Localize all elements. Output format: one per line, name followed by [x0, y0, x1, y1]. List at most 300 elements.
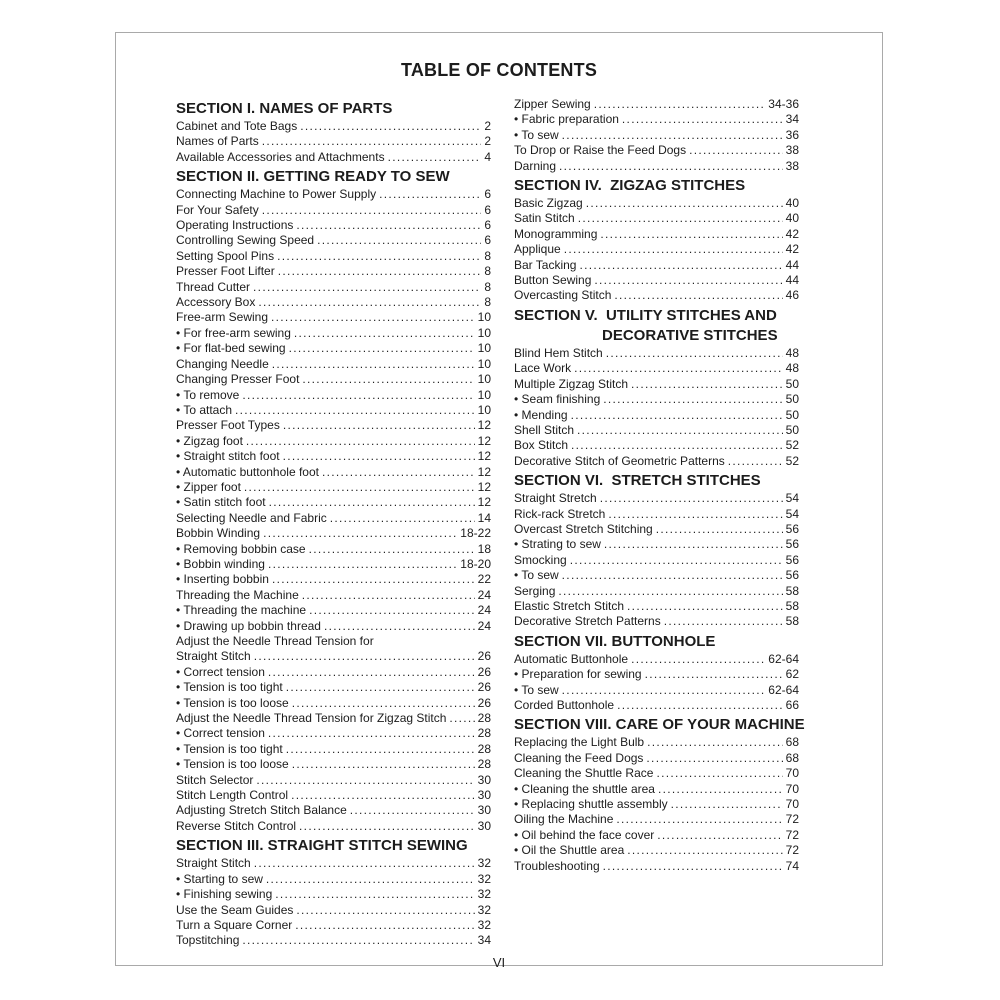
toc-leader-dots — [242, 388, 474, 403]
toc-leader-dots — [571, 408, 783, 423]
toc-leader-dots — [275, 887, 474, 902]
toc-page-number: 42 — [785, 242, 799, 257]
toc-leader-dots — [272, 572, 475, 587]
toc-page-number: 6 — [484, 187, 491, 202]
toc-entry — [514, 584, 799, 599]
toc-entry-label: Controlling Sewing Speed — [176, 233, 315, 248]
toc-page-number: 18 — [477, 541, 491, 556]
toc-leader-dots — [271, 310, 475, 325]
toc-section-heading: SECTION IV. ZIGZAG STITCHES — [514, 177, 746, 195]
toc-entry-label: Straight Stitch — [176, 856, 251, 871]
toc-leader-dots — [646, 751, 782, 766]
toc-entry-label: • To sew — [514, 568, 559, 583]
toc-entry — [176, 757, 491, 772]
toc-page-number: 54 — [785, 491, 799, 506]
toc-page-number: 34 — [785, 112, 799, 127]
toc-page-number: 30 — [477, 772, 491, 787]
toc-page-number: 58 — [785, 598, 799, 613]
toc-page-number: 44 — [785, 273, 799, 288]
toc-entry — [514, 211, 799, 226]
toc-entry — [514, 423, 799, 438]
toc-entry-label: For Your Safety — [176, 202, 259, 217]
toc-entry-label: • Tension is too tight — [176, 680, 283, 695]
toc-entry — [176, 134, 491, 149]
toc-section-heading: SECTION II. GETTING READY TO SEW — [176, 168, 450, 186]
toc-leader-dots — [289, 341, 475, 356]
toc-leader-dots — [262, 134, 482, 149]
toc-page-number: 12 — [477, 495, 491, 510]
toc-page-number: 56 — [785, 568, 799, 583]
toc-entry — [176, 903, 491, 918]
toc-leader-dots — [577, 423, 783, 438]
toc-leader-dots — [657, 828, 782, 843]
toc-entry-label: Stitch Length Control — [176, 788, 289, 803]
toc-entry — [514, 507, 799, 522]
toc-entry-label: Corded Buttonhole — [514, 698, 615, 712]
toc-entry — [176, 119, 491, 134]
footer-page-number: VI — [492, 955, 506, 970]
toc-leader-dots — [322, 465, 475, 480]
toc-leader-dots — [689, 143, 783, 158]
toc-entry-label: • Removing bobbin case — [176, 541, 306, 556]
toc-leader-dots — [263, 526, 457, 541]
toc-page-number: 12 — [477, 479, 491, 494]
toc-entry-label: Zipper Sewing — [514, 97, 591, 111]
toc-entry-label: Satin Stitch — [514, 211, 575, 226]
toc-entry-label: • Oil the Shuttle area — [514, 843, 625, 858]
toc-leader-dots — [586, 196, 783, 211]
toc-entry-label: Box Stitch — [514, 438, 569, 453]
toc-leader-dots — [664, 614, 783, 629]
toc-entry-label: • Preparation for sewing — [514, 667, 642, 682]
toc-entry — [514, 491, 799, 506]
toc-entry — [514, 782, 799, 797]
toc-page-number: 56 — [785, 537, 799, 552]
toc-leader-dots — [292, 696, 475, 711]
toc-entry-label: • Starting to sew — [176, 871, 263, 886]
toc-entry — [176, 872, 491, 887]
toc-page-number: 12 — [477, 418, 491, 433]
toc-entry — [176, 449, 491, 464]
toc-entry-label: Blind Hem Stitch — [514, 345, 603, 360]
toc-entry — [514, 143, 799, 158]
toc-leader-dots — [258, 295, 481, 310]
toc-leader-dots — [254, 649, 475, 664]
toc-entry-label: Connecting Machine to Power Supply — [176, 187, 377, 202]
toc-leader-dots — [302, 372, 474, 387]
toc-entry-label: Free-arm Sewing — [176, 310, 269, 325]
toc-leader-dots — [295, 918, 474, 933]
toc-entry — [176, 726, 491, 741]
toc-entry-label: Available Accessories and Attachments — [176, 149, 385, 164]
toc-entry — [176, 856, 491, 871]
toc-page-number: 10 — [477, 310, 491, 325]
toc-page-number: 72 — [785, 812, 799, 827]
toc-page-number: 48 — [785, 345, 799, 360]
toc-page-number: 62-64 — [768, 682, 799, 697]
toc-entry — [176, 803, 491, 818]
toc-entry — [176, 742, 491, 757]
toc-entry — [176, 588, 491, 603]
toc-page-number: 10 — [477, 387, 491, 402]
toc-leader-dots — [330, 511, 475, 526]
toc-leader-dots — [579, 258, 782, 273]
toc-entry — [514, 828, 799, 843]
toc-entry — [514, 751, 799, 766]
toc-leader-dots — [562, 683, 766, 698]
toc-entry-label: To Drop or Raise the Feed Dogs — [514, 143, 687, 158]
toc-page-number: 62 — [785, 667, 799, 682]
toc-leader-dots — [388, 150, 482, 165]
toc-entry-label: • To sew — [514, 682, 559, 697]
toc-entry-label: Decorative Stitch of Geometric Patterns — [514, 453, 725, 468]
toc-entry — [176, 357, 491, 372]
toc-page-number: 10 — [477, 356, 491, 371]
toc-entry — [514, 698, 799, 713]
manual-page — [115, 32, 883, 970]
toc-section-heading: SECTION I. NAMES OF PARTS — [176, 100, 393, 117]
toc-entry-label: Stitch Selector — [176, 772, 254, 787]
toc-entry-label: Adjust the Needle Thread Tension for Zigzag Stitch — [176, 711, 447, 726]
toc-entry-label: • Correct tension — [176, 664, 265, 679]
toc-page-number: 66 — [785, 698, 799, 712]
toc-entry-label: Thread Cutter — [176, 279, 251, 294]
toc-entry-label: Multiple Zigzag Stitch — [514, 376, 629, 391]
toc-page-number: 26 — [477, 695, 491, 710]
toc-entry — [176, 773, 491, 788]
toc-leader-dots — [614, 288, 782, 303]
toc-page-number: 28 — [477, 757, 491, 772]
toc-leader-dots — [242, 933, 474, 948]
toc-leader-dots — [309, 542, 475, 557]
toc-leader-dots — [300, 119, 481, 134]
toc-page-number: 2 — [484, 134, 491, 149]
toc-entry-label: Adjust the Needle Thread Tension for — [176, 634, 374, 648]
toc-leader-dots — [296, 903, 474, 918]
toc-page-number: 12 — [477, 433, 491, 448]
toc-leader-dots — [309, 603, 475, 618]
toc-page-number: 28 — [477, 726, 491, 741]
toc-entry — [514, 537, 799, 552]
toc-entry — [514, 346, 799, 361]
toc-entry — [176, 819, 491, 834]
toc-entry — [176, 572, 491, 587]
toc-page-number: 8 — [484, 279, 491, 294]
toc-page-number: 46 — [785, 288, 799, 303]
toc-entry-label: • Strating to sew — [514, 537, 601, 552]
toc-leader-dots — [272, 357, 475, 372]
toc-entry — [514, 859, 799, 874]
toc-page-number: 6 — [484, 218, 491, 233]
toc-entry-label: Reverse Stitch Control — [176, 818, 297, 833]
toc-page-number: 30 — [477, 803, 491, 818]
toc-leader-dots — [647, 735, 783, 750]
toc-leader-dots — [606, 346, 783, 361]
toc-entry — [514, 392, 799, 407]
toc-entry — [514, 288, 799, 303]
toc-page-number: 28 — [477, 711, 491, 726]
toc-entry — [514, 361, 799, 376]
toc-entry-label: Oiling the Machine — [514, 812, 614, 827]
toc-entry — [514, 812, 799, 827]
toc-leader-dots — [603, 392, 782, 407]
toc-entry — [514, 408, 799, 423]
toc-entry — [176, 326, 491, 341]
toc-entry — [176, 249, 491, 264]
toc-entry — [514, 97, 799, 112]
toc-leader-dots — [292, 757, 475, 772]
toc-page-number: 22 — [477, 572, 491, 587]
toc-page-number: 6 — [484, 202, 491, 217]
toc-leader-dots — [235, 403, 475, 418]
toc-leader-dots — [296, 218, 481, 233]
toc-page-number: 74 — [785, 858, 799, 873]
toc-page-number: 38 — [785, 158, 799, 173]
toc-page-number: 32 — [477, 856, 491, 871]
toc-entry — [514, 242, 799, 257]
toc-entry-label: • Bobbin winding — [176, 556, 265, 571]
toc-entry — [514, 227, 799, 242]
toc-page-number: 70 — [785, 781, 799, 796]
toc-entry — [176, 511, 491, 526]
toc-entry — [176, 788, 491, 803]
toc-page-number: 68 — [785, 750, 799, 765]
toc-column-right — [514, 97, 805, 949]
toc-leader-dots — [253, 280, 481, 295]
toc-page-number: 32 — [477, 871, 491, 886]
toc-leader-dots — [631, 652, 765, 667]
toc-page-number: 34-36 — [768, 97, 799, 111]
toc-leader-dots — [277, 249, 481, 264]
toc-page-number: 24 — [477, 618, 491, 633]
toc-entry-label: • Threading the machine — [176, 603, 307, 618]
toc-entry — [514, 159, 799, 174]
toc-page-number: 30 — [477, 818, 491, 833]
toc-entry-label: Smocking — [514, 552, 567, 567]
toc-page-number: 34 — [477, 933, 491, 948]
toc-page-number: 38 — [785, 143, 799, 158]
toc-page-number: 32 — [477, 917, 491, 932]
toc-columns — [116, 80, 882, 949]
toc-entry-label: Cabinet and Tote Bags — [176, 119, 298, 133]
toc-entry — [176, 542, 491, 557]
toc-leader-dots — [617, 698, 783, 713]
toc-entry — [176, 918, 491, 933]
toc-page-number: 18-20 — [460, 556, 491, 571]
toc-entry-label: Setting Spool Pins — [176, 248, 275, 263]
toc-leader-dots — [658, 782, 783, 797]
toc-entry-label: Adjusting Stretch Stitch Balance — [176, 803, 347, 818]
toc-entry-label: Presser Foot Types — [176, 418, 280, 433]
toc-entry — [514, 599, 799, 614]
toc-entry — [514, 766, 799, 781]
toc-entry-label: Accessory Box — [176, 295, 256, 310]
toc-entry-label: • Automatic buttonhole foot — [176, 464, 319, 479]
toc-leader-dots — [254, 856, 475, 871]
toc-section-heading: SECTION III. STRAIGHT STITCH SEWING — [176, 837, 468, 855]
toc-leader-dots — [266, 872, 475, 887]
toc-entry-label: Overcasting Stitch — [514, 288, 612, 303]
toc-leader-dots — [286, 680, 475, 695]
toc-entry-label: Button Sewing — [514, 273, 592, 288]
toc-entry-label: • Tension is too tight — [176, 741, 283, 756]
toc-leader-dots — [268, 557, 457, 572]
toc-page-number: 58 — [785, 583, 799, 598]
toc-leader-dots — [627, 599, 783, 614]
toc-entry — [514, 128, 799, 143]
toc-entry-label: • Cleaning the shuttle area — [514, 781, 655, 796]
toc-entry — [514, 196, 799, 211]
toc-page-number: 70 — [785, 766, 799, 781]
toc-entry — [176, 557, 491, 572]
toc-leader-dots — [574, 361, 783, 376]
toc-entry-label: • Correct tension — [176, 726, 265, 741]
toc-leader-dots — [578, 211, 783, 226]
toc-leader-dots — [622, 112, 783, 127]
toc-entry — [176, 711, 491, 726]
toc-entry-label: Monogramming — [514, 226, 598, 241]
toc-entry — [176, 388, 491, 403]
toc-page-number: 26 — [477, 664, 491, 679]
toc-leader-dots — [604, 537, 783, 552]
toc-entry-label: • To attach — [176, 402, 233, 417]
toc-page-number: 10 — [477, 402, 491, 417]
toc-page-number: 42 — [785, 226, 799, 241]
toc-entry-label: • Inserting bobbin — [176, 572, 269, 587]
toc-section-heading: SECTION V. UTILITY STITCHES AND — [514, 306, 777, 324]
toc-entry-label: Cleaning the Feed Dogs — [514, 750, 644, 765]
toc-entry-label: • Seam finishing — [514, 392, 601, 407]
toc-entry — [176, 341, 491, 356]
toc-entry — [176, 887, 491, 902]
toc-entry — [176, 295, 491, 310]
toc-page-number: 26 — [477, 649, 491, 664]
toc-entry — [176, 264, 491, 279]
toc-leader-dots — [571, 438, 783, 453]
toc-page-number: 68 — [785, 735, 799, 750]
toc-entry — [176, 150, 491, 165]
toc-page-number: 12 — [477, 449, 491, 464]
toc-entry-label: Replacing the Light Bulb — [514, 735, 645, 750]
toc-page-number: 24 — [477, 587, 491, 602]
toc-entry-label: Use the Seam Guides — [176, 902, 294, 917]
toc-page-number: 40 — [785, 211, 799, 226]
toc-entry — [176, 372, 491, 387]
toc-leader-dots — [256, 773, 474, 788]
toc-entry — [514, 438, 799, 453]
toc-section-heading: SECTION VIII. CARE OF YOUR MACHINE — [514, 716, 805, 734]
toc-entry — [176, 619, 491, 634]
toc-page-number: 56 — [785, 552, 799, 567]
toc-entry — [514, 377, 799, 392]
toc-page-number: 24 — [477, 603, 491, 618]
toc-page-number: 54 — [785, 506, 799, 521]
toc-entry-label: Bar Tacking — [514, 257, 577, 272]
toc-entry — [514, 683, 799, 698]
toc-page-number: 36 — [785, 127, 799, 142]
toc-page-number: 40 — [785, 196, 799, 211]
toc-leader-dots — [558, 584, 782, 599]
toc-leader-dots — [600, 491, 783, 506]
toc-leader-dots — [379, 187, 481, 202]
toc-page-number: 30 — [477, 788, 491, 803]
toc-leader-dots — [564, 242, 783, 257]
toc-entry-label: • Tension is too loose — [176, 695, 289, 710]
toc-leader-dots — [603, 859, 783, 874]
toc-entry-label: Selecting Needle and Fabric — [176, 510, 327, 525]
toc-page-number: 32 — [477, 902, 491, 917]
toc-leader-dots — [286, 742, 475, 757]
toc-entry — [514, 522, 799, 537]
toc-leader-dots — [656, 522, 783, 537]
toc-page-number: 58 — [785, 614, 799, 629]
toc-section-heading: SECTION VII. BUTTONHOLE — [514, 632, 716, 650]
toc-entry-label: Threading the Machine — [176, 587, 299, 602]
toc-page-number: 10 — [477, 372, 491, 387]
toc-leader-dots — [283, 449, 475, 464]
toc-page-number: 48 — [785, 361, 799, 376]
toc-entry-label: Applique — [514, 242, 561, 257]
toc-leader-dots — [449, 711, 474, 726]
toc-entry-label: Straight Stitch — [176, 649, 251, 664]
toc-entry-label: Elastic Stretch Stitch — [514, 598, 625, 613]
toc-leader-dots — [268, 726, 475, 741]
toc-entry-label: Troubleshooting — [514, 858, 600, 873]
toc-leader-dots — [291, 788, 475, 803]
toc-leader-dots — [562, 568, 783, 583]
toc-leader-dots — [283, 418, 475, 433]
toc-entry-label: • For free-arm sewing — [176, 325, 291, 340]
toc-section-heading: SECTION VI. STRETCH STITCHES — [514, 472, 761, 490]
toc-entry — [176, 933, 491, 948]
toc-page-number: 52 — [785, 453, 799, 468]
toc-entry-label: Decorative Stretch Patterns — [514, 614, 661, 629]
toc-entry — [514, 273, 799, 288]
toc-page-number: 14 — [477, 510, 491, 525]
toc-leader-dots — [671, 797, 783, 812]
toc-leader-dots — [299, 819, 475, 834]
toc-entry — [514, 667, 799, 682]
toc-entry — [176, 233, 491, 248]
toc-page-number: 8 — [484, 264, 491, 279]
toc-entry-label: Darning — [514, 158, 557, 173]
toc-page-number: 56 — [785, 521, 799, 536]
toc-page-number: 4 — [484, 149, 491, 164]
toc-entry — [176, 480, 491, 495]
toc-entry-label: Topstitching — [176, 933, 240, 948]
toc-entry — [514, 797, 799, 812]
toc-entry — [176, 649, 491, 664]
toc-entry — [176, 218, 491, 233]
toc-entry-label: • Oil behind the face cover — [514, 827, 655, 842]
toc-column-left — [176, 97, 491, 949]
toc-entry — [514, 614, 799, 629]
toc-entry — [176, 696, 491, 711]
toc-leader-dots — [294, 326, 475, 341]
toc-page-number: 6 — [484, 233, 491, 248]
toc-entry-label: Overcast Stretch Stitching — [514, 521, 653, 536]
toc-leader-dots — [616, 812, 782, 827]
toc-page-number: 72 — [785, 843, 799, 858]
toc-entry — [514, 568, 799, 583]
toc-page-number: 10 — [477, 341, 491, 356]
toc-entry-label: Names of Parts — [176, 134, 259, 149]
toc-entry — [176, 187, 491, 202]
toc-page-number: 70 — [785, 797, 799, 812]
toc-page-number: 2 — [484, 119, 491, 133]
toc-entry-label: Rick-rack Stretch — [514, 506, 606, 521]
toc-leader-dots — [594, 97, 766, 112]
